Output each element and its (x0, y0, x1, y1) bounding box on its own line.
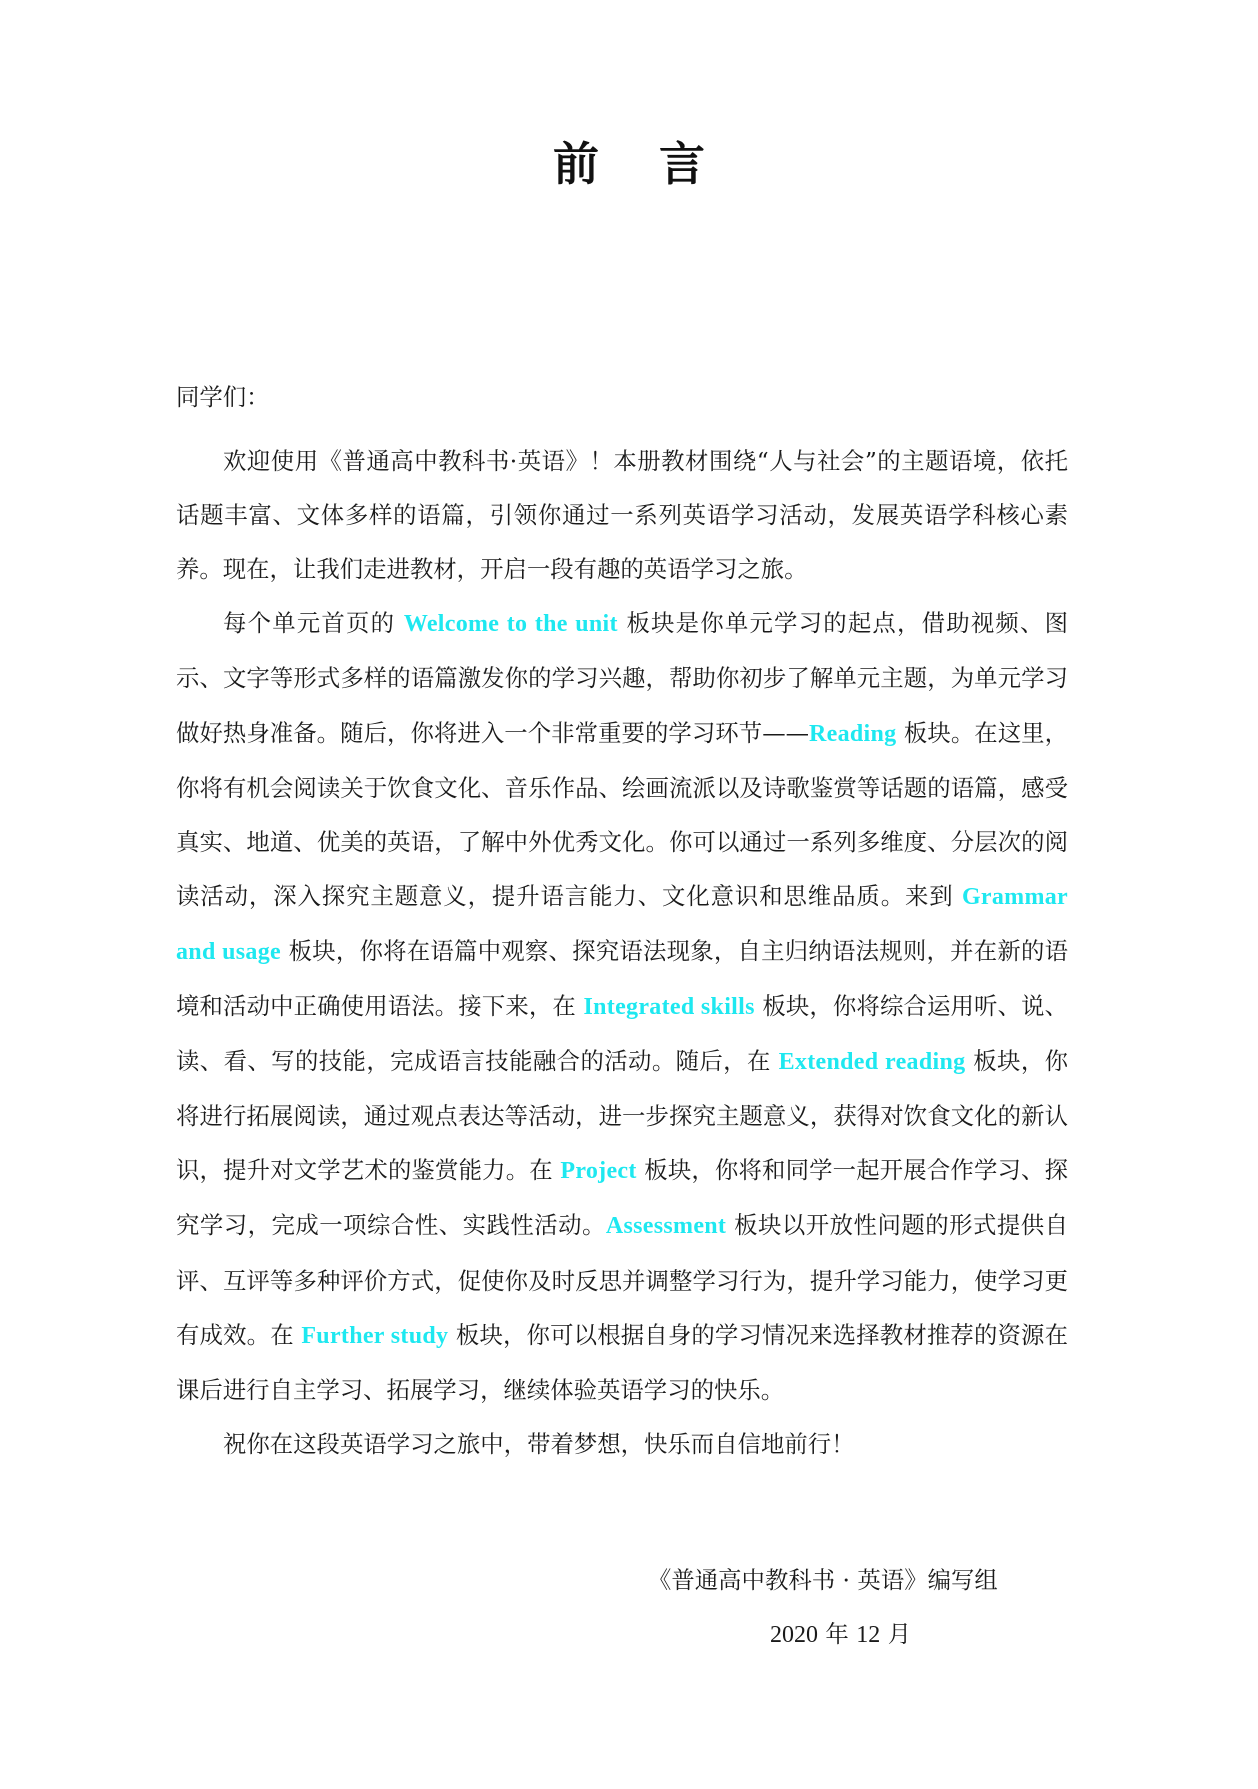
signature: 《普通高中教科书 · 英语》编写组 (648, 1566, 998, 1594)
salutation: 同学们： (176, 383, 270, 411)
date (770, 1615, 911, 1649)
text-segment: 板块以开放性问题的形式提供自评、互评等多种评价方式，促使你及时反思并调整学习行为，提升学习能力，使学习更有成效。在 (176, 1211, 1069, 1349)
text-segment: 板块，你将在语篇中观察、探究语法现象，自主归纳语法规则，并在新的语境和活动中正确使用语法。接下来，在 (176, 936, 1068, 1021)
keyword-welcome-to-the-unit: Welcome to the unit (403, 611, 618, 638)
paragraph-intro: 欢迎使用《普通高中教科书·英语》！本册教材围绕“人与社会”的主题语境，依托话题丰富、文体多样的语篇，引领你通过一系列英语学习活动，发展英语学科核心素养。现在，让我们走进教材，开启一段有趣的英语学习之旅。 (176, 447, 1068, 584)
keyword-grammar-and-usage: Grammar and usage (176, 883, 1068, 965)
paragraph-closing: 祝你在这段英语学习之旅中，带着梦想，快乐而自信地前行！ (223, 1429, 855, 1458)
title-char-1: 前 (553, 137, 659, 191)
paragraph-sections (176, 596, 1068, 1416)
text-segment: 板块。在这里，你将有机会阅读关于饮食文化、音乐作品、绘画流派以及诗歌鉴赏等话题的语篇，感受真实、地道、优美的英语，了解中外优秀文化。你可以通过一系列多维度、分层次的阅读活动，深入探究主题意义，提升语言能力、文化意识和思维品质。来到 (176, 718, 1069, 910)
text-segment: 板块，你可以根据自身的学习情况来选择教材推荐的资源在课后进行自主学习、拓展学习，继续体验英语学习的快乐。 (176, 1320, 1069, 1404)
keyword-extended-reading: Extended reading (778, 1049, 966, 1076)
title-char-2: 言 (659, 137, 705, 191)
keyword-integrated-skills: Integrated skills (583, 994, 755, 1021)
date-year-unit: 年 (818, 1620, 857, 1648)
text-segment: 每个单元首页的 (223, 609, 404, 638)
keyword-further-study: Further study (301, 1322, 449, 1349)
keyword-assessment: Assessment (605, 1213, 727, 1240)
keyword-project: Project (560, 1158, 637, 1185)
keyword-reading: Reading (808, 720, 897, 747)
page-title (0, 128, 1258, 194)
text-segment: 板块，你将综合运用听、说、读、看、写的技能，完成语言技能融合的活动。随后，在 (176, 992, 1069, 1076)
text-segment: 板块，你将进行拓展阅读，通过观点表达等活动，进一步探究主题意义，获得对饮食文化的新认识，提升对文学艺术的鉴赏能力。在 (176, 1047, 1069, 1185)
preface-body (176, 370, 1068, 1471)
date-month: 12 (856, 1622, 881, 1648)
text-segment: 板块是你单元学习的起点，借助视频、图示、文字等形式多样的语篇激发你的学习兴趣，帮助你初步了解单元主题，为单元学习做好热身准备。随后，你将进入一个非常重要的学习环节—— (176, 609, 1069, 747)
date-year: 2020 (770, 1622, 818, 1648)
text-segment: 板块，你将和同学一起开展合作学习、探究学习，完成一项综合性、实践性活动。 (176, 1156, 1068, 1240)
date-month-unit: 月 (880, 1620, 912, 1648)
